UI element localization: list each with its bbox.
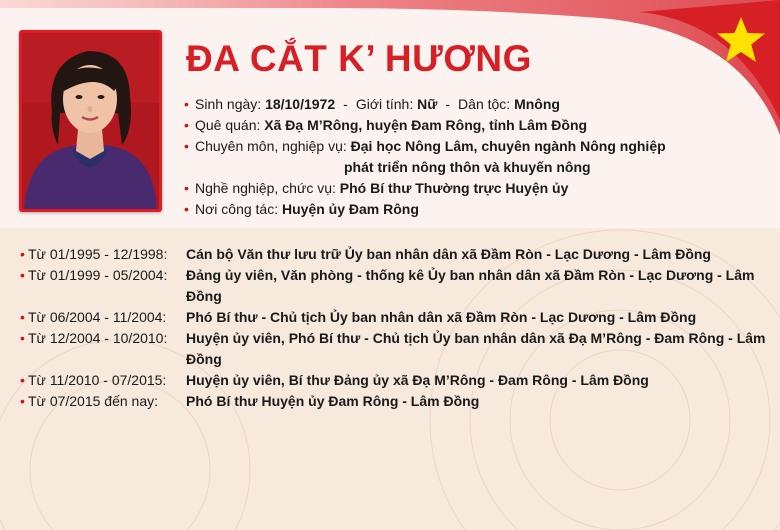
bullet-icon: • [20,267,25,283]
major-label: Chuyên môn, nghiệp vụ: [195,138,347,154]
personal-info-list [184,94,666,220]
info-row-hometown [184,115,666,136]
career-description: Phó Bí thư - Chủ tịch Ủy ban nhân dân xã Đầm Ròn - Lạc Dương - Lâm Đồng [186,309,697,325]
job-value: Phó Bí thư Thường trực Huyện ủy [339,180,569,196]
career-period: Từ 01/1995 - 12/1998: [28,246,168,262]
separator: - [343,96,348,112]
career-history-list [20,244,770,412]
bullet-icon: • [184,138,189,154]
portrait-frame [19,30,162,212]
bullet-icon: • [184,96,189,112]
work-value: Huyện ủy Đam Rông [282,201,419,217]
career-period: Từ 01/1999 - 05/2004: [28,267,168,283]
bullet-icon: • [20,372,25,388]
gender-label: Giới tính: [355,96,414,112]
career-item [20,307,770,328]
career-item [20,370,770,391]
career-description: Huyện ủy viên, Bí thư Đảng ủy xã Đạ M’Rông - Đam Rông - Lâm Đồng [186,372,649,388]
info-row-birth [184,94,666,115]
career-item [20,265,770,307]
portrait-photo [22,33,159,209]
info-row-workplace [184,199,666,220]
career-description: Huyện ủy viên, Phó Bí thư - Chủ tịch Ủy ban nhân dân xã Đạ M’Rông - Đam Rông - Lâm Đồng [186,330,766,367]
bullet-icon: • [184,201,189,217]
career-period: Từ 12/2004 - 10/2010: [28,330,168,346]
bullet-icon: • [20,330,25,346]
info-row-major [184,136,666,178]
bullet-icon: • [20,393,25,409]
career-description: Đảng ủy viên, Văn phòng - thống kê Ủy ban nhân dân xã Đầm Ròn - Lạc Dương - Lâm Đồng [186,267,755,304]
job-label: Nghề nghiệp, chức vụ: [195,180,336,196]
birth-value: 18/10/1972 [265,96,336,112]
info-row-job [184,178,666,199]
career-period: Từ 11/2010 - 07/2015: [28,372,167,388]
bullet-icon: • [20,246,25,262]
career-period: Từ 06/2004 - 11/2004: [28,309,167,325]
person-name: ĐA CẮT K’ HƯƠNG [186,38,532,79]
major-value-line2: phát triển nông thôn và khuyến nông [344,159,591,175]
career-description: Phó Bí thư Huyện ủy Đam Rông - Lâm Đồng [186,393,480,409]
star-icon [716,15,766,65]
ethnic-label: Dân tộc: [458,96,511,112]
bullet-icon: • [184,117,189,133]
major-value-line1: Đại học Nông Lâm, chuyên ngành Nông nghiệp [350,138,666,154]
hometown-value: Xã Đạ M’Rông, huyện Đam Rông, tỉnh Lâm Đồng [264,117,588,133]
career-item [20,244,770,265]
work-label: Nơi công tác: [195,201,279,217]
career-item [20,391,770,412]
bullet-icon: • [184,180,189,196]
ethnic-value: Mnông [514,96,560,112]
hometown-label: Quê quán: [195,117,261,133]
career-description: Cán bộ Văn thư lưu trữ Ủy ban nhân dân xã Đầm Ròn - Lạc Dương - Lâm Đồng [186,246,711,262]
career-item [20,328,770,370]
bullet-icon: • [20,309,25,325]
birth-label: Sinh ngày: [195,96,262,112]
career-period: Từ 07/2015 đến nay: [28,393,159,409]
gender-value: Nữ [417,96,438,112]
separator: - [445,96,451,112]
